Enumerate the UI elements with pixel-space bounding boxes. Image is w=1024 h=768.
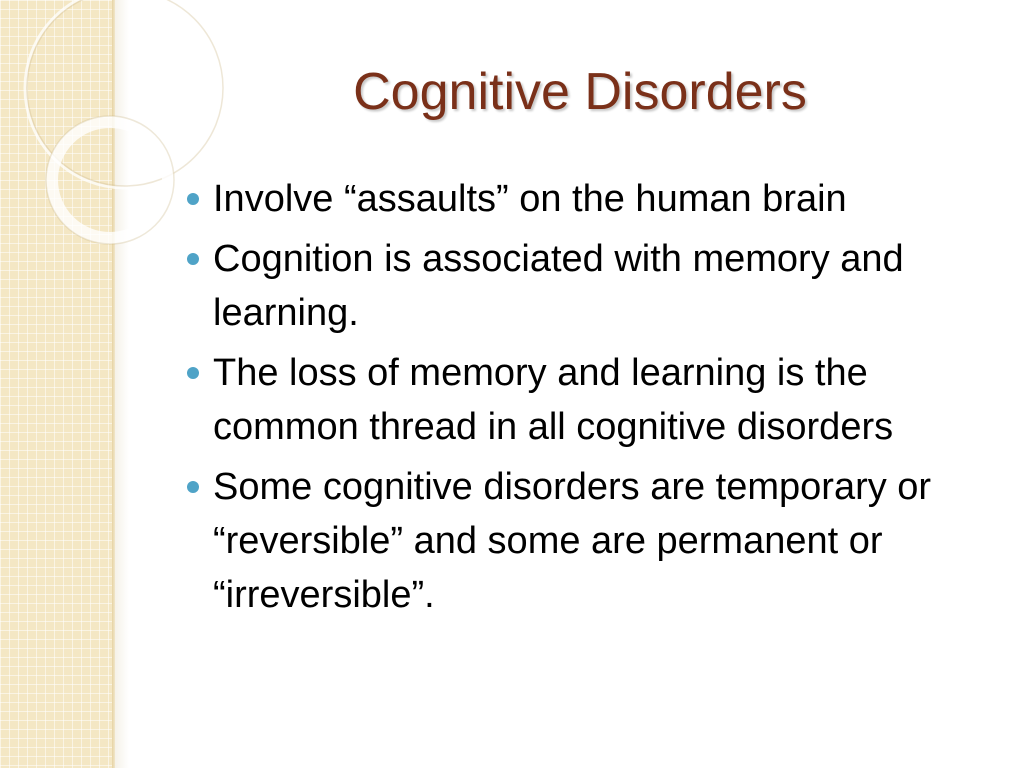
bullet-text: Involve “assaults” on the human brain <box>213 178 847 220</box>
bullet-item <box>185 346 985 454</box>
bullet-text: Cognition is associated with memory and learning. <box>213 238 904 334</box>
bullet-marker-icon <box>187 367 199 379</box>
bullet-text: Some cognitive disorders are temporary or “reversible” and some are permanent or “irreversible”. <box>213 466 932 616</box>
bullet-marker-icon <box>187 193 199 205</box>
bullet-item <box>185 460 985 622</box>
bullet-item <box>185 172 985 226</box>
bullet-text: The loss of memory and learning is the common thread in all cognitive disorders <box>213 352 894 448</box>
bullet-marker-icon <box>187 481 199 493</box>
bullet-item <box>185 232 985 340</box>
bullet-list <box>185 172 985 628</box>
slide-title: Cognitive Disorders <box>353 63 807 121</box>
bullet-marker-icon <box>187 253 199 265</box>
